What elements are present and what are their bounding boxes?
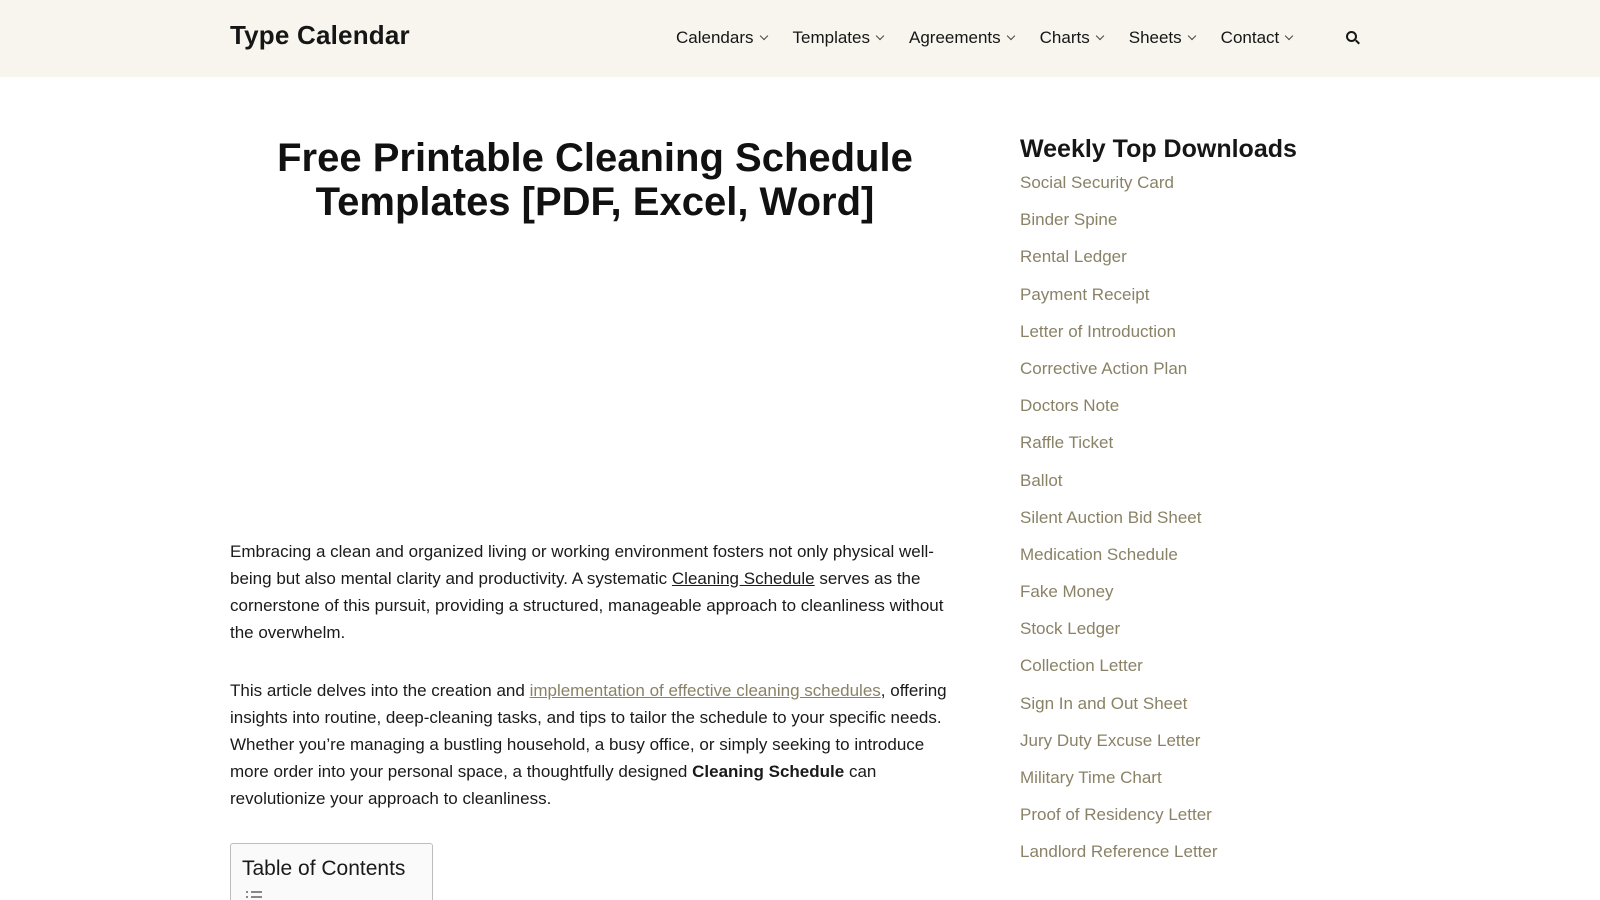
- chevron-down-icon: [1285, 32, 1293, 40]
- nav-item-calendars[interactable]: [676, 28, 767, 48]
- toc-title: Table of Contents: [242, 857, 406, 880]
- main-nav: [676, 27, 1318, 49]
- list-line: [251, 891, 262, 893]
- nav-item-contact[interactable]: [1221, 28, 1293, 48]
- site-header: [0, 0, 1600, 77]
- search-handle: [1355, 40, 1360, 45]
- sidebar-link[interactable]: Ballot: [1020, 470, 1063, 490]
- chevron-down-icon: [759, 32, 767, 40]
- nav-item-agreements[interactable]: [909, 28, 1014, 48]
- list-dot: [246, 891, 248, 893]
- sidebar-link[interactable]: Military Time Chart: [1020, 768, 1162, 787]
- article-body: [230, 538, 960, 843]
- nav-label: Sheets: [1128, 28, 1182, 47]
- nav-item-templates[interactable]: [793, 28, 883, 48]
- paragraph-text: Embracing a clean and organized living or working environment fosters not only physical well-being but also mental clarity and productivity. A systematic: [230, 542, 934, 588]
- paragraph-text: This article delves into the creation and: [230, 681, 530, 700]
- paragraph-text: can revolutionize your approach to cleanliness.: [230, 762, 877, 808]
- sidebar-link[interactable]: Social Security Card: [1020, 173, 1175, 192]
- sidebar-link[interactable]: Stock Ledger: [1020, 619, 1121, 639]
- table-of-contents: [230, 843, 433, 900]
- sidebar-link[interactable]: Silent Auction Bid Sheet: [1020, 507, 1202, 527]
- list-dot: [246, 896, 248, 898]
- site-logo[interactable]: Type Calendar: [230, 20, 410, 50]
- sidebar-link[interactable]: Medication Schedule: [1020, 544, 1178, 564]
- search-icon[interactable]: [1346, 31, 1360, 47]
- cleaning-schedule-link[interactable]: Cleaning Schedule: [671, 569, 815, 588]
- nav-label: Calendars: [676, 28, 754, 47]
- sidebar-link[interactable]: Jury Duty Excuse Letter: [1020, 730, 1201, 750]
- nav-label: Agreements: [908, 28, 1001, 47]
- chevron-down-icon: [1095, 32, 1103, 40]
- second-paragraph: [230, 677, 960, 812]
- chevron-down-icon: [876, 32, 884, 40]
- implementation-link[interactable]: implementation of effective cleaning schedules: [529, 681, 881, 700]
- nav-label: Templates: [792, 28, 870, 47]
- sidebar-link[interactable]: Payment Receipt: [1020, 284, 1150, 304]
- paragraph-text: serves as the cornerstone of this pursuit, providing a structured, manageable approach to cleanliness without the overwhelm.: [230, 569, 944, 642]
- sidebar: [1020, 133, 1360, 878]
- nav-label: Charts: [1039, 28, 1090, 47]
- chevron-down-icon: [1187, 32, 1195, 40]
- downloads-list: [1020, 171, 1360, 878]
- paragraph-text: , offering insights into routine, deep-cleaning tasks, and tips to tailor the schedule to your specific needs. Whether you’re managing a bustling household, a busy office, or simply seeking to introduce more order into your personal space, a thoughtfully designed: [230, 681, 947, 781]
- sidebar-link[interactable]: Letter of Introduction: [1020, 321, 1176, 341]
- bold-text: Cleaning Schedule: [692, 762, 845, 781]
- sidebar-link[interactable]: Binder Spine: [1020, 210, 1118, 230]
- list-line: [251, 896, 262, 898]
- sidebar-link[interactable]: Collection Letter: [1020, 656, 1143, 676]
- sidebar-link[interactable]: Landlord Reference Letter: [1020, 842, 1218, 862]
- nav-item-charts[interactable]: [1040, 28, 1103, 48]
- page-title: Free Printable Cleaning Schedule Templates [PDF, Excel, Word]: [277, 136, 913, 224]
- sidebar-link[interactable]: Sign In and Out Sheet: [1020, 693, 1188, 713]
- sidebar-link[interactable]: Corrective Action Plan: [1020, 358, 1188, 378]
- intro-paragraph: [230, 538, 960, 646]
- sidebar-link[interactable]: Fake Money: [1020, 582, 1114, 602]
- list-toggle-icon[interactable]: [246, 890, 274, 900]
- sidebar-link[interactable]: Proof of Residency Letter: [1020, 805, 1212, 825]
- sidebar-link[interactable]: Raffle Ticket: [1020, 433, 1114, 453]
- sidebar-title: Weekly Top Downloads: [1020, 135, 1297, 163]
- chevron-down-icon: [1006, 32, 1014, 40]
- sidebar-link[interactable]: Doctors Note: [1020, 396, 1120, 416]
- sidebar-link[interactable]: Rental Ledger: [1020, 247, 1127, 267]
- nav-item-sheets[interactable]: [1129, 28, 1195, 48]
- nav-label: Contact: [1220, 28, 1280, 47]
